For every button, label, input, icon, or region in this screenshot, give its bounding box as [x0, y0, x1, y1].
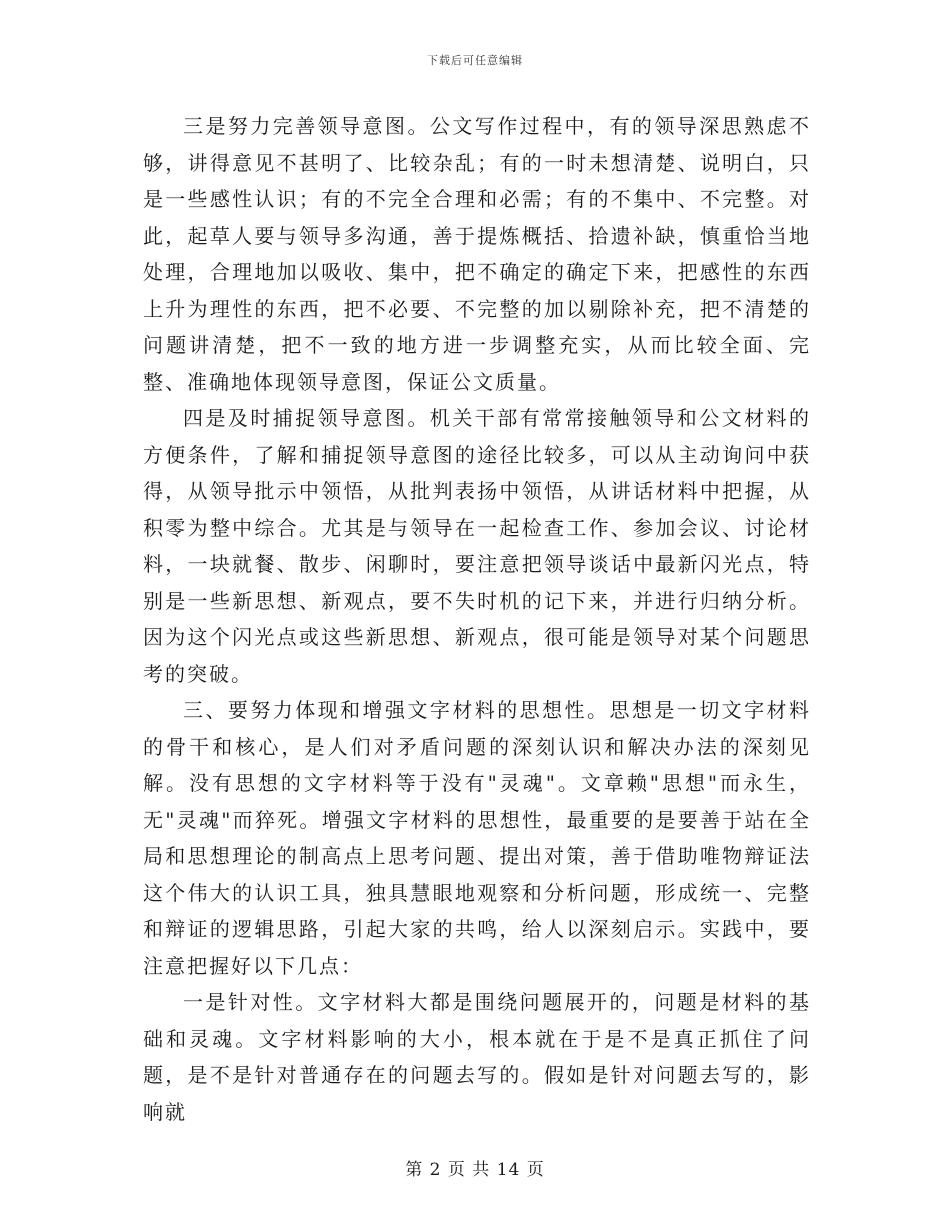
paragraph: 四是及时捕捉领导意图。机关干部有常常接触领导和公文材料的方便条件，了解和捕捉领导意图的途径比较多，可以从主动询问中获得，从领导批示中领悟，从批判表扬中领悟，从讲话材料中把握，从积零为整中综合。尤其是与领导在一起检查工作、参加会议、讨论材料，一块就餐、散步、闲聊时，要注意把领导谈话中最新闪光点，特别是一些新思想、新观点，要不失时机的记下来，并进行归纳分析。因为这个闪光点或这些新思想、新观点，很可能是领导对某个问题思考的突破。	[143, 406, 811, 686]
paragraph: 一是针对性。文字材料大都是围绕问题展开的，问题是材料的基础和灵魂。文字材料影响的大小，根本就在于是不是真正抓住了问题，是不是针对普通存在的问题去写的。假如是针对问题去写的，影响就	[143, 990, 811, 1124]
page-number-footer: 第 2 页 共 14 页	[405, 1160, 545, 1180]
paragraph: 三是努力完善领导意图。公文写作过程中，有的领导深思熟虑不够，讲得意见不甚明了、比较杂乱；有的一时未想清楚、说明白，只是一些感性认识；有的不完全合理和必需；有的不集中、不完整。对此，起草人要与领导多沟通，善于提炼概括、拾遗补缺，慎重恰当地处理，合理地加以吸收、集中，把不确定的确定下来，把感性的东西上升为理性的东西，把不必要、不完整的加以剔除补充，把不清楚的问题讲清楚，把不一致的地方进一步调整充实，从而比较全面、完整、准确地体现领导意图，保证公文质量。	[143, 114, 811, 394]
paragraph: 三、要努力体现和增强文字材料的思想性。思想是一切文字材料的骨干和核心，是人们对矛盾问题的深刻认识和解决办法的深刻见解。没有思想的文字材料等于没有"灵魂"。文章赖"思想"而永生，无"灵魂"而猝死。增强文字材料的思想性，最重要的是要善于站在全局和思想理论的制高点上思考问题、提出对策，善于借助唯物辩证法这个伟大的认识工具，独具慧眼地观察和分析问题，形成统一、完整和辩证的逻辑思路，引起大家的共鸣，给人以深刻启示。实践中，要注意把握好以下几点：	[143, 698, 811, 978]
document-body	[143, 108, 811, 1130]
header-note: 下载后可任意编辑	[427, 54, 523, 67]
